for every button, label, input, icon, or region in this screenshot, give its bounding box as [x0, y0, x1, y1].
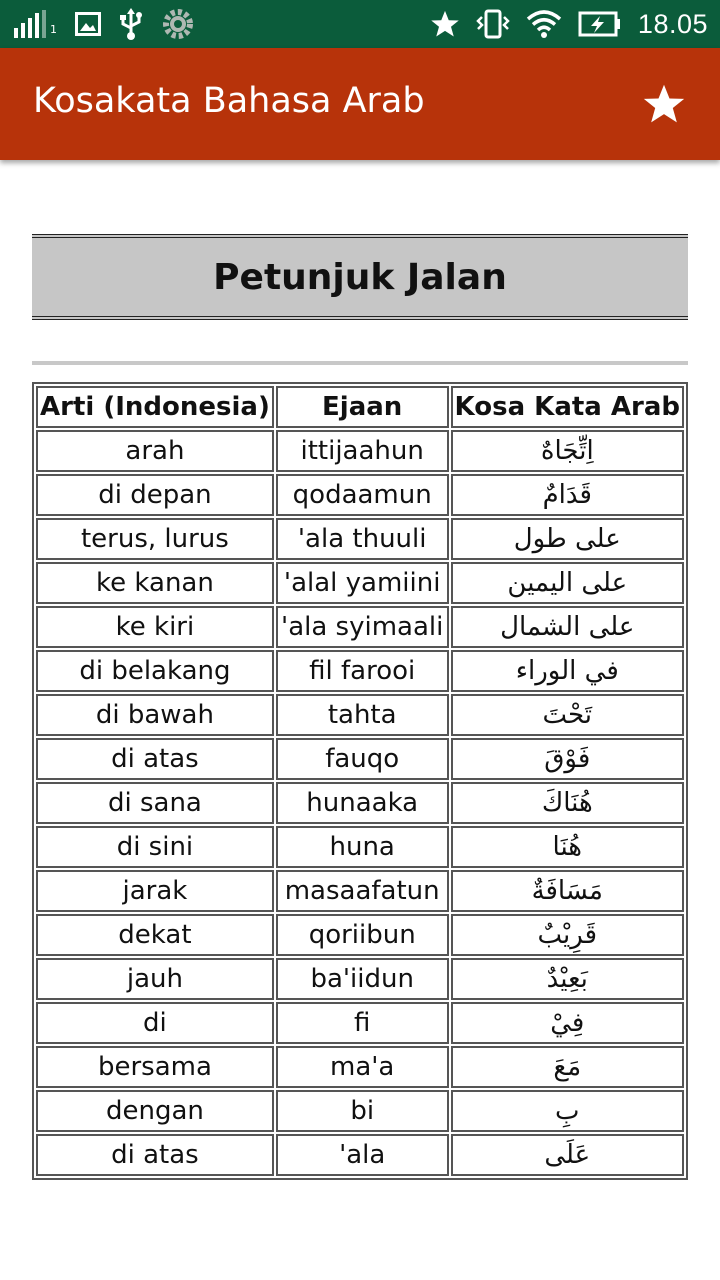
table-row [36, 650, 684, 692]
cell-indonesian: di sana [36, 782, 274, 824]
cell-spelling: fauqo [276, 738, 449, 780]
status-bar [0, 0, 720, 48]
table-row [36, 430, 684, 472]
table-row [36, 1090, 684, 1132]
cell-indonesian: di belakang [36, 650, 274, 692]
cell-indonesian: dekat [36, 914, 274, 956]
table-row [36, 1134, 684, 1176]
vocabulary-table [32, 382, 688, 1180]
cell-spelling: hunaaka [276, 782, 449, 824]
cell-indonesian: jarak [36, 870, 274, 912]
cell-spelling: ma'a [276, 1046, 449, 1088]
section-title: Petunjuk Jalan [213, 256, 507, 298]
table-row [36, 562, 684, 604]
cell-indonesian: di atas [36, 738, 274, 780]
cell-arabic: بَعِيْدٌ [451, 958, 684, 1000]
divider [32, 361, 688, 365]
cell-spelling: fi [276, 1002, 449, 1044]
cell-arabic: تَحْتَ [451, 694, 684, 736]
cell-arabic: مَعَ [451, 1046, 684, 1088]
cell-indonesian: terus, lurus [36, 518, 274, 560]
table-row [36, 606, 684, 648]
cell-arabic: عَلَى [451, 1134, 684, 1176]
cell-arabic: قَرِيْبٌ [451, 914, 684, 956]
cell-indonesian: di depan [36, 474, 274, 516]
cell-arabic: فَوْقَ [451, 738, 684, 780]
vibrate-icon [476, 9, 510, 39]
table-row [36, 694, 684, 736]
cell-arabic: مَسَافَةٌ [451, 870, 684, 912]
cell-spelling: tahta [276, 694, 449, 736]
table-row [36, 738, 684, 780]
star-icon [642, 82, 686, 126]
cell-indonesian: ke kanan [36, 562, 274, 604]
battery-charging-icon [578, 11, 622, 37]
cell-indonesian: ke kiri [36, 606, 274, 648]
cell-spelling: qoriibun [276, 914, 449, 956]
settings-icon [161, 7, 195, 41]
cell-spelling: huna [276, 826, 449, 868]
cell-spelling: bi [276, 1090, 449, 1132]
cell-indonesian: bersama [36, 1046, 274, 1088]
cell-spelling: 'alal yamiini [276, 562, 449, 604]
image-icon [75, 12, 101, 36]
cell-arabic: بِ [451, 1090, 684, 1132]
signal-icon [14, 10, 57, 38]
table-row [36, 474, 684, 516]
table-row [36, 826, 684, 868]
wifi-icon [526, 9, 562, 39]
status-bar-left [14, 6, 195, 42]
cell-spelling: ittijaahun [276, 430, 449, 472]
status-bar-right [430, 6, 708, 42]
cell-arabic: اِتِّجَاهٌ [451, 430, 684, 472]
header-spelling: Ejaan [276, 386, 449, 428]
cell-spelling: qodaamun [276, 474, 449, 516]
app-title: Kosakata Bahasa Arab [33, 81, 425, 121]
cell-spelling: masaafatun [276, 870, 449, 912]
cell-spelling: ba'iidun [276, 958, 449, 1000]
cell-spelling: 'ala syimaali [276, 606, 449, 648]
cell-arabic: هُنَاكَ [451, 782, 684, 824]
status-time: 18.05 [637, 8, 708, 39]
cell-arabic: على اليمين [451, 562, 684, 604]
cell-spelling: 'ala thuuli [276, 518, 449, 560]
table-row [36, 1002, 684, 1044]
table-row [36, 958, 684, 1000]
cell-indonesian: di sini [36, 826, 274, 868]
cell-indonesian: di bawah [36, 694, 274, 736]
header-arabic: Kosa Kata Arab [451, 386, 684, 428]
cell-indonesian: di atas [36, 1134, 274, 1176]
cell-arabic: على طول [451, 518, 684, 560]
star-icon [430, 9, 460, 39]
table-row [36, 1046, 684, 1088]
cell-spelling: 'ala [276, 1134, 449, 1176]
table-row [36, 870, 684, 912]
section-header [32, 234, 688, 320]
signal-sim-label: 1 [50, 23, 57, 36]
cell-arabic: فِيْ [451, 1002, 684, 1044]
favorite-button[interactable] [642, 82, 686, 126]
cell-indonesian: di [36, 1002, 274, 1044]
app-bar [0, 48, 720, 160]
cell-arabic: على الشمال [451, 606, 684, 648]
table-row [36, 518, 684, 560]
cell-indonesian: jauh [36, 958, 274, 1000]
table-header-row [36, 386, 684, 428]
cell-arabic: هُنَا [451, 826, 684, 868]
header-indonesian: Arti (Indonesia) [36, 386, 274, 428]
cell-indonesian: arah [36, 430, 274, 472]
cell-spelling: fil farooi [276, 650, 449, 692]
table-body [36, 430, 684, 1176]
table-row [36, 914, 684, 956]
table-row [36, 782, 684, 824]
cell-arabic: في الوراء [451, 650, 684, 692]
cell-arabic: قَدَامٌ [451, 474, 684, 516]
cell-indonesian: dengan [36, 1090, 274, 1132]
usb-icon [119, 8, 143, 40]
